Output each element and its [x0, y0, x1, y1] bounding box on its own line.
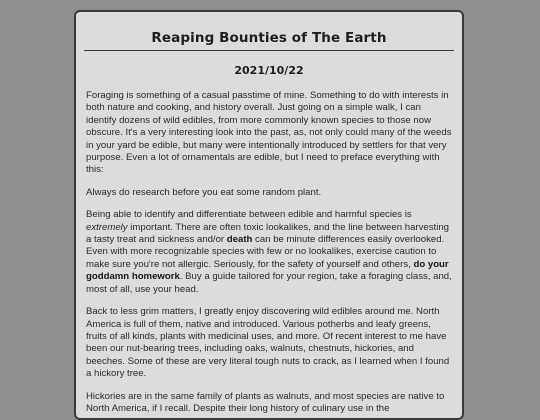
paragraph-nuts: Back to less grim matters, I greatly enjoy discovering wild edibles around me. North America is full of them, native and introduced. Various potherbs and leafy greens, fruits of all kinds, plants with medicinal uses, and more. Of recent interest to me have been our nut-bearing trees, including oaks, walnuts, chestnuts, hickories, and beeches. Some of these are very literal tough nuts to crack, as I learned when I found a hickory tree.: [86, 306, 450, 380]
title-divider: [84, 50, 454, 51]
safety-text-1: Being able to identify and differentiate between edible and harmful species is: [86, 209, 412, 221]
blog-post-window: [74, 10, 464, 420]
paragraph-intro: Foraging is something of a casual passtime of mine. Something to do with interests in both nature and cooking, and history overall. Just going on a simple walk, I can identify dozens of wild edibles, from more commonly known species to those now obscure. It's a very interesting look into the past, as, not only could many of the weeds in your yard be edible, but many were intentionally introduced by settlers for that very purpose. Even a lot of ornamentals are edible, but I need to preface everything with this:: [86, 90, 452, 176]
bold-homework: do your goddamn homework: [86, 258, 449, 283]
paragraph-hickories: Hickories are in the same family of plants as walnuts, and most species are native to North America, if I recall. Despite their long history of culinary use in the: [86, 390, 445, 414]
post-date: 2021/10/22: [234, 64, 304, 77]
paragraph-warning: Always do research before you eat some random plant.: [86, 186, 322, 198]
emphasis-extremely: extremely: [86, 221, 128, 233]
post-title: Reaping Bounties of The Earth: [151, 30, 387, 46]
safety-text-2: important. There are often toxic lookalikes, and the line between harvesting a tasty treat and sickness and/or: [86, 221, 449, 246]
bold-death: death: [226, 234, 253, 246]
safety-text-3: can be minute differences easily overlooked. Even with more recognizable species with few or no lookalikes, exercise caution to make sure you're not allergic. Seriously, for the safety of yourself and others,: [86, 234, 445, 270]
safety-text-4: . Buy a guide tailored for your region, take a foraging class, and, most of all, use your head.: [86, 271, 452, 295]
post-body: [86, 90, 452, 415]
paragraph-safety: [86, 209, 452, 296]
